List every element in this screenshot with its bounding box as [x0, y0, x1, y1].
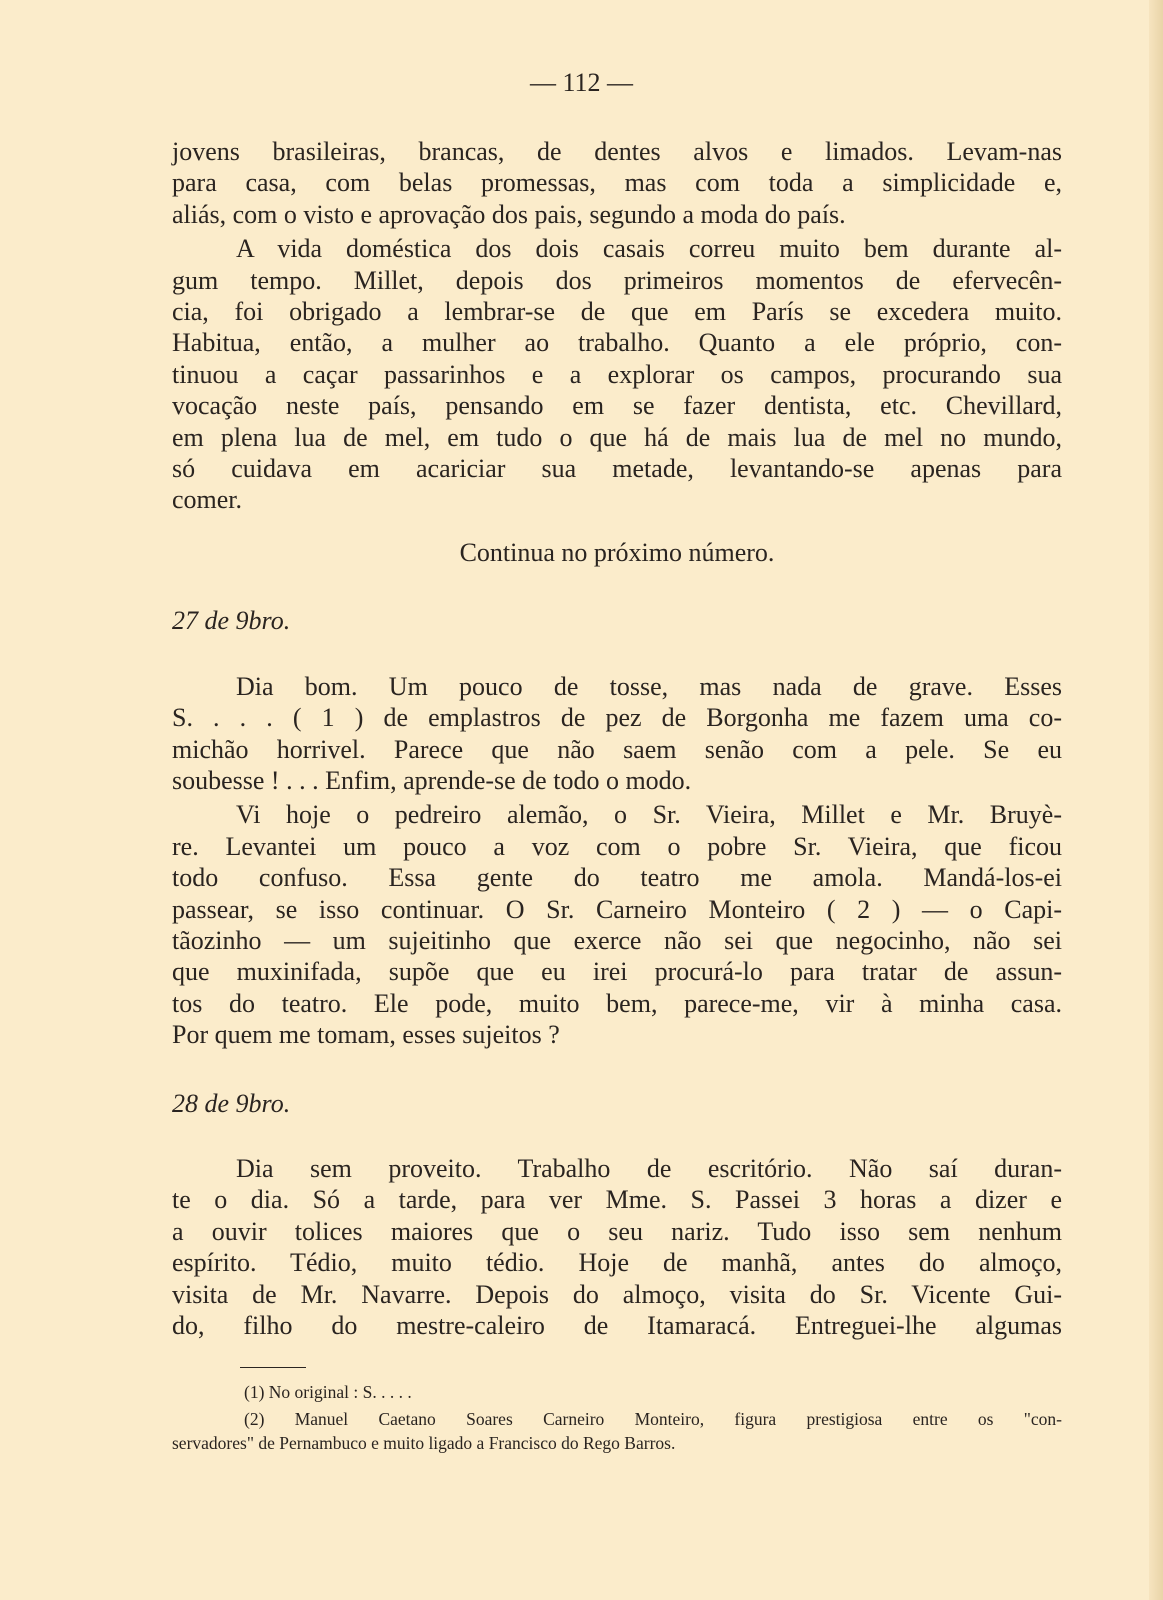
text-line: (2) Manuel Caetano Soares Carneiro Monteiro, figura prestigiosa entre os "con- [244, 1409, 1062, 1429]
text-line: visita de Mr. Navarre. Depois do almoço, visita do Sr. Vicente Gui- [172, 1279, 1062, 1309]
text-line: vocação neste país, pensando em se fazer dentista, etc. Chevillard, [172, 391, 1062, 421]
text-line: 27 de 9bro. [172, 606, 291, 636]
continuation-note [172, 537, 1062, 568]
text-line: para casa, com belas promessas, mas com toda a simplicidade e, [172, 168, 1062, 198]
paragraph [172, 799, 1062, 1050]
paragraph [172, 1153, 1062, 1341]
text-line: S. . . . ( 1 ) de emplastros de pez de Borgonha me fazem uma co- [172, 703, 1062, 733]
page-number: — 112 — [529, 68, 634, 97]
paragraph [172, 671, 1062, 797]
text-line: que muxinifada, supõe que eu irei procurá-lo para tratar de assun- [172, 957, 1062, 987]
text-line: aliás, com o visto e aprovação dos pais, segundo a moda do país. [172, 199, 846, 229]
page-edge [1149, 0, 1163, 1600]
text-line: servadores" de Pernambuco e muito ligado a Francisco do Rego Barros. [172, 1433, 676, 1453]
text-line: tãozinho — um sujeitinho que exerce não sei que negocinho, não sei [172, 925, 1062, 955]
footnote [172, 1380, 1062, 1404]
text-line: michão horrivel. Parece que não saem senão com a pele. Se eu [172, 734, 1062, 764]
text-line: tos do teatro. Ele pode, muito bem, parece-me, vir à minha casa. [172, 988, 1062, 1018]
footnote-divider [240, 1367, 306, 1368]
text-line: passear, se isso continuar. O Sr. Carneiro Monteiro ( 2 ) — o Capi- [172, 894, 1062, 924]
text-line: Continua no próximo número. [459, 537, 775, 567]
text-line: a ouvir tolices maiores que o seu nariz. Tudo isso sem nenhum [172, 1216, 1062, 1246]
paragraph [172, 233, 1062, 516]
text-line: 28 de 9bro. [172, 1088, 291, 1118]
text-line: Dia bom. Um pouco de tosse, mas nada de grave. Esses [236, 671, 1062, 701]
text-line: Dia sem proveito. Trabalho de escritório. Não saí duran- [236, 1153, 1062, 1183]
text-line: comer. [172, 485, 243, 515]
footnote [172, 1407, 1062, 1455]
body-text [172, 136, 1062, 1341]
text-line: Por quem me tomam, esses sujeitos ? [172, 1020, 560, 1050]
text-line: soubesse ! . . . Enfim, aprende-se de todo o modo. [172, 765, 692, 795]
text-line: tinuou a caçar passarinhos e a explorar os campos, procurando sua [172, 359, 1062, 389]
diary-date-heading [172, 1088, 1062, 1119]
text-line: jovens brasileiras, brancas, de dentes alvos e limados. Levam-nas [172, 137, 1062, 166]
text-line: Vi hoje o pedreiro alemão, o Sr. Vieira, Millet e Mr. Bruyè- [236, 800, 1062, 830]
text-line: A vida doméstica dos dois casais correu muito bem durante al- [236, 234, 1062, 264]
text-line: Habitua, então, a mulher ao trabalho. Quanto a ele próprio, con- [172, 328, 1062, 358]
text-line: todo confuso. Essa gente do teatro me amola. Mandá-los-ei [172, 863, 1062, 893]
text-line: espírito. Tédio, muito tédio. Hoje de manhã, antes do almoço, [172, 1248, 1062, 1278]
text-line: do, filho do mestre-caleiro de Itamaracá. Entreguei-lhe algumas [172, 1311, 1062, 1340]
footnotes [172, 1380, 1062, 1455]
diary-date-heading [172, 605, 1062, 636]
text-line: re. Levantei um pouco a voz com o pobre Sr. Vieira, que ficou [172, 831, 1062, 861]
text-line: em plena lua de mel, em tudo o que há de mais lua de mel no mundo, [172, 422, 1062, 452]
text-line: te o dia. Só a tarde, para ver Mme. S. Passei 3 horas a dizer e [172, 1185, 1062, 1215]
text-line: cia, foi obrigado a lembrar-se de que em París se excedera muito. [172, 297, 1062, 327]
paragraph [172, 136, 1062, 230]
text-line: só cuidava em acariciar sua metade, levantando-se apenas para [172, 454, 1062, 484]
text-line: (1) No original : S. . . . . [244, 1382, 412, 1402]
text-line: gum tempo. Millet, depois dos primeiros momentos de efervecên- [172, 265, 1062, 295]
